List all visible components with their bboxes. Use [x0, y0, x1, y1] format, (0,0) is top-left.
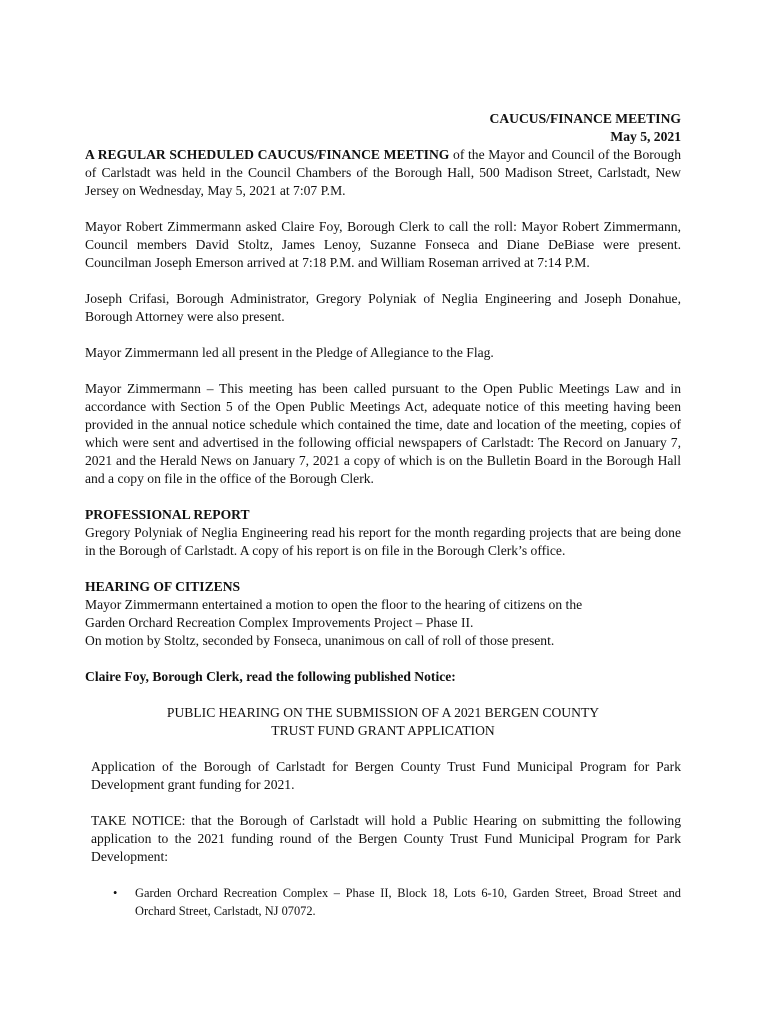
intro-text: of the Mayor and Council of the Borough of Carlstadt was held in the Council Chambers of the Borough Hall, 500 Madison Street, Carlstadt, New Jersey on Wednesday, May 5, 2021 at 7:07 P.M. [85, 147, 681, 198]
meeting-title: CAUCUS/FINANCE MEETING [489, 111, 681, 126]
clerk-notice-line: Claire Foy, Borough Clerk, read the following published Notice: [85, 669, 456, 684]
take-notice-paragraph: TAKE NOTICE: that the Borough of Carlstadt will hold a Public Hearing on submitting the following application to the 2021 funding round of the Bergen County Trust Fund Municipal Program for Park Development: [91, 813, 681, 864]
hearing-line-2: Garden Orchard Recreation Complex Improvements Project – Phase II. [85, 615, 474, 630]
hearing-of-citizens-heading: HEARING OF CITIZENS [85, 579, 241, 594]
meeting-date: May 5, 2021 [610, 129, 681, 144]
list-item [113, 884, 681, 920]
roll-call-paragraph: Mayor Robert Zimmermann asked Claire Foy, Borough Clerk to call the roll: Mayor Robert Zimmermann, Council members David Stoltz, James Lenoy, Suzanne Fonseca and Diane DeBiase were present. Councilman Joseph Emerson arrived at 7:18 P.M. and William Roseman arrived at 7:14 P.M. [85, 219, 681, 270]
professional-report-text: Gregory Polyniak of Neglia Engineering read his report for the month regarding projects that are being done in the Borough of Carlstadt. A copy of his report is on file in the Borough Clerk’s office. [85, 525, 681, 558]
application-paragraph: Application of the Borough of Carlstadt for Bergen County Trust Fund Municipal Program for Park Development grant funding for 2021. [91, 759, 681, 792]
intro-lead: A REGULAR SCHEDULED CAUCUS/FINANCE MEETING [85, 147, 450, 162]
pledge-paragraph: Mayor Zimmermann led all present in the Pledge of Allegiance to the Flag. [85, 345, 494, 360]
hearing-line-1: Mayor Zimmermann entertained a motion to open the floor to the hearing of citizens on the [85, 597, 583, 612]
open-meetings-paragraph: Mayor Zimmermann – This meeting has been called pursuant to the Open Public Meetings Law and in accordance with Section 5 of the Open Public Meetings Act, adequate notice of this meeting having been provided in the annual notice schedule which contained the time, date and location of the meeting, copies of which were sent and advertised in the following official newspapers of Carlstadt: The Record on January 7, 2021 and the Herald News on January 7, 2021 a copy of which is on the Bulletin Board in the Borough Hall and a copy on file in the office of the Borough Clerk. [85, 381, 681, 486]
professional-report-heading: PROFESSIONAL REPORT [85, 507, 250, 522]
notice-title-line-2: TRUST FUND GRANT APPLICATION [271, 723, 495, 738]
notice-title-line-1: PUBLIC HEARING ON THE SUBMISSION OF A 2021 BERGEN COUNTY [166, 705, 600, 720]
hearing-line-3: On motion by Stoltz, seconded by Fonseca, unanimous on call of roll of those present. [85, 633, 555, 648]
intro-paragraph [85, 146, 681, 200]
document-page [85, 110, 681, 920]
also-present-paragraph: Joseph Crifasi, Borough Administrator, Gregory Polyniak of Neglia Engineering and Joseph Donahue, Borough Attorney were also present. [85, 291, 681, 324]
list-item-text: Garden Orchard Recreation Complex – Phase II, Block 18, Lots 6-10, Garden Street, Broad Street and Orchard Street, Carlstadt, NJ 07072. [135, 886, 681, 918]
application-list [85, 884, 681, 920]
bullet-icon: • [113, 886, 118, 900]
